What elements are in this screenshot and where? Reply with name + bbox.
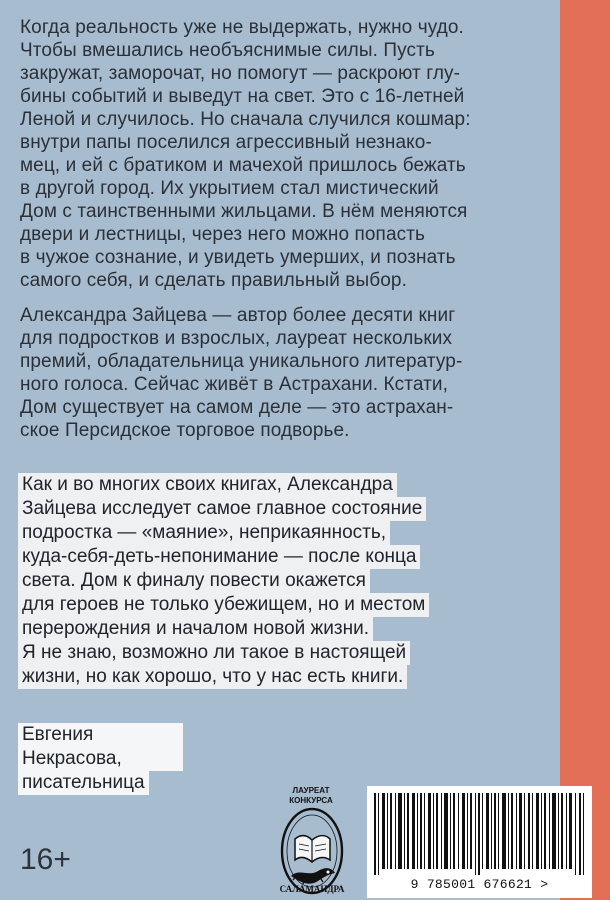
isbn-number: 9 785001 676621 >	[410, 877, 549, 892]
signature-role: писательница	[18, 771, 149, 795]
quote-line: Зайцева исследует самое главное состояние	[18, 497, 426, 521]
quote-line: куда-себя-деть-непонимание — после конца	[18, 545, 420, 569]
signature-name: Евгения Некрасова,	[18, 723, 183, 771]
quote-line: подростка — «маяние», неприкаянность,	[18, 521, 390, 545]
award-title: ЛАУРЕАТ КОНКУРСА	[289, 786, 333, 805]
isbn-barcode-icon	[367, 786, 592, 898]
age-rating: 16+	[20, 843, 71, 876]
quote-line: света. Дом к финалу повести окажется	[18, 569, 370, 593]
quote-line: Я не знаю, возможно ли такое в настоящей	[18, 641, 410, 665]
quote-line: Как и во многих своих книгах, Александра	[18, 473, 397, 497]
salamander-book-seal-icon	[264, 802, 360, 898]
review-quote	[18, 473, 483, 689]
quote-line: для героев не только убежищем, но и местом	[18, 593, 429, 617]
award-name: САЛАМАНДРА	[279, 884, 345, 894]
barcode-bars	[374, 793, 585, 875]
quote-line: перерождения и началом новой жизни.	[18, 617, 373, 641]
synopsis-paragraph: Когда реальность уже не выдержать, нужно чудо. Чтобы вмешались необъяснимые силы. Пусть закружат, заморочат, но помогут — раскроют глу- бины событий и выведут на свет. Это с 16-летней Леной и случилось. Но сначала случился кошмар: внутри папы поселился агрессивный незнако- мец, и ей с братиком и мачехой пришлось бежать в другой город. Их укрытием стал мистический Дом с таинственными жильцами. В нём меняются двери и лестницы, через него можно попасть в чужое сознание, и увидеть умерших, и познать самого себя, и сделать правильный выбор.	[20, 17, 471, 291]
author-bio-paragraph: Александра Зайцева — автор более десяти книг для подростков и взрослых, лауреат нескольких премий, обладательница уникального литератур- ного голоса. Сейчас живёт в Астрахани. Кстати, Дом существует на самом деле — это астрахан- ское Персидское торговое подворье.	[20, 305, 463, 441]
quote-signature	[18, 723, 183, 795]
accent-band	[560, 0, 610, 900]
quote-line: жизни, но как хорошо, что у нас есть книги.	[18, 665, 407, 689]
